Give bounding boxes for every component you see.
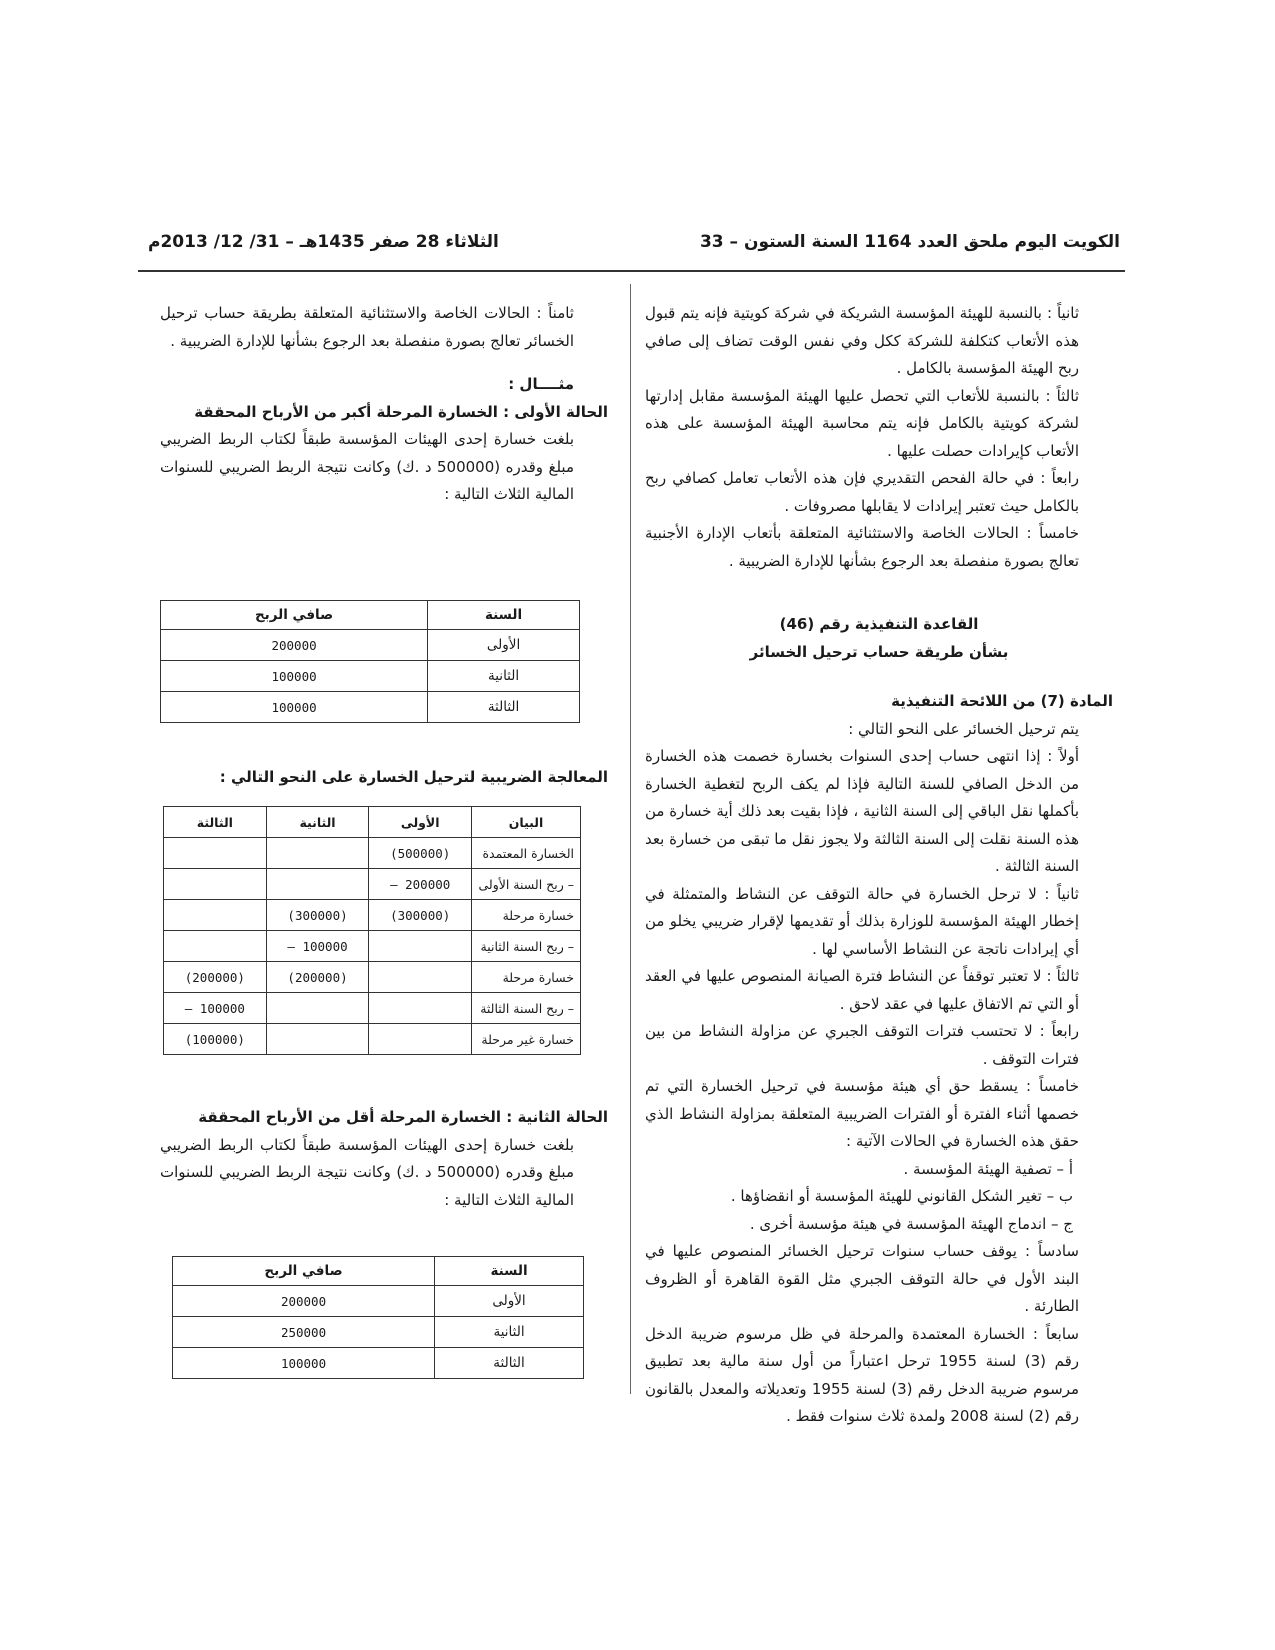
header-rule [138,270,1125,272]
paragraph-fifth: خامساً : الحالات الخاصة والاستثنائية المتعلقة بأتعاب الإدارة الأجنبية تعالج بصورة منفصلة بعد الرجوع بشأنها للإدارة الضريبية . [645,524,1079,570]
clause-sixth: سادساً : يوقف حساب سنوات ترحيل الخسائر المنصوص عليها في البند الأول في حالة التوقف الجبري مثل القوة القاهرة أو الظروف الطارئة . [645,1242,1079,1315]
table-cell [266,869,369,900]
table-cell [266,1024,369,1055]
column-divider [630,284,631,1394]
treatment-heading-block [160,764,608,792]
table-cell: الخسارة المعتمدة [472,838,581,869]
table-row [164,931,581,962]
clause-seventh: سابعاً : الخسارة المعتمدة والمرحلة في ظل مرسوم ضريبة الدخل رقم (3) لسنة 1955 ترحل اعتباراً من أول سنة مالية بعد تطبيق مرسوم ضريبة الدخل رقم (3) لسنة 1955 وتعديلاته والمعدل بالقانون رقم (2) لسنة 2008 ولمدة ثلاث سنوات فقط . [645,1324,1079,1425]
table-cell [164,869,267,900]
table-header-cell: الثالثة [164,807,267,838]
table-cell: 250000 [173,1317,435,1348]
rule-subtitle: بشأن طريقة حساب ترحيل الخسائر [749,642,1009,661]
table-header-cell: البيان [472,807,581,838]
table-header-cell: السنة [435,1257,584,1286]
table-cell [369,931,472,962]
paragraph-third: ثالثاً : بالنسبة للأتعاب التي تحصل عليها الهيئة المؤسسة مقابل إدارتها لشركة كويتية بالكامل فإنه يتم محاسبة الهيئة المؤسسة على هذه الأتعاب كإيرادات حصلت عليها . [645,386,1079,460]
table-row [164,900,581,931]
table-cell: الثالثة [428,692,580,723]
article-intro: يتم ترحيل الخسائر على النحو التالي : [848,719,1079,738]
table-cell: 100000 – [266,931,369,962]
table-row [161,661,580,692]
table-header-row [161,601,580,630]
table-header-cell: صافي الربح [161,601,428,630]
table-cell: الأولى [428,630,580,661]
case2-title: الحالة الثانية : الخسارة المرحلة أقل من الأرباح المحققة [198,1108,608,1126]
clause-fifth-a: أ – تصفية الهيئة المؤسسة . [903,1159,1073,1178]
table-header-cell: الثانية [266,807,369,838]
clause-fifth: خامساً : يسقط حق أي هيئة مؤسسة في ترحيل الخسارة التي تم خصمها أثناء الفترة أو الفترات الضريبية المتعلقة بمزاولة النشاط الذي حقق هذه الخسارة في الحالات الآتية : [645,1077,1079,1150]
running-header-left: الثلاثاء 28 صفر 1435هـ – 31/ 12/ 2013م [148,232,499,252]
table-row [164,962,581,993]
table-header-cell: صافي الربح [173,1257,435,1286]
table-cell: الأولى [435,1286,584,1317]
table-cell [164,900,267,931]
clause-fifth-c: ج – اندماج الهيئة المؤسسة في هيئة مؤسسة أخرى . [749,1214,1073,1233]
table-cell: 200000 [173,1286,435,1317]
table-cell: خسارة مرحلة [472,962,581,993]
case1-title: الحالة الأولى : الخسارة المرحلة أكبر من الأرباح المحققة [194,402,608,421]
table-cell [369,962,472,993]
rule-title: القاعدة التنفيذية رقم (46) [779,615,979,633]
table-cell: 100000 [161,661,428,692]
table-cell: 200000 – [369,869,472,900]
running-header-right: الكويت اليوم ملحق العدد 1164 السنة الستون – 33 [699,232,1120,252]
paragraph-second: ثانياً : بالنسبة للهيئة المؤسسة الشريكة في شركة كويتية فإنه يتم قبول هذه الأتعاب كتكلفة للشركة ككل وفي نفس الوقت تضاف إلى صافي ربح الهيئة المؤسسة بالكامل . [645,304,1079,377]
case2-profit-table [172,1256,584,1379]
clause-fourth: رابعاً : لا تحتسب فترات التوقف الجبري عن مزاولة النشاط من بين فترات التوقف . [645,1022,1079,1068]
clause-eighth: ثامناً : الحالات الخاصة والاستثنائية المتعلقة بطريقة حساب ترحيل الخسائر تعالج بصورة منفصلة بعد الرجوع بشأنها للإدارة الضريبية . [160,304,574,350]
table-cell: الثانية [428,661,580,692]
table-row [173,1286,584,1317]
table-header-cell: السنة [428,601,580,630]
table-cell: 200000 [161,630,428,661]
table-cell: (300000) [369,900,472,931]
table-row [161,630,580,661]
table-cell: (200000) [164,962,267,993]
table-cell [369,1024,472,1055]
table-row [164,838,581,869]
table-cell: (500000) [369,838,472,869]
clause-fifth-b: ب – تغير الشكل القانوني للهيئة المؤسسة أو انقضاؤها . [730,1187,1073,1205]
case1-text: بلغت خسارة إحدى الهيئات المؤسسة طبقاً لكتاب الربط الضريبي مبلغ وقدره (500000 د .ك) وكانت نتيجة الربط الضريبي للسنوات المالية الثلاث التالية : [160,430,574,503]
table-header-row [173,1257,584,1286]
table-cell: 100000 – [164,993,267,1024]
table-cell: 100000 [173,1348,435,1379]
table-row [161,692,580,723]
table-cell: – ربح السنة الأولى [472,869,581,900]
table-header-cell: الأولى [369,807,472,838]
table-cell: خسارة غير مرحلة [472,1024,581,1055]
table-cell: (100000) [164,1024,267,1055]
case2-block [160,1104,608,1214]
paragraph-fourth: رابعاً : في حالة الفحص التقديري فإن هذه الأتعاب تعامل كصافي ربح بالكامل حيث تعتبر إيرادات لا يقابلها مصروفات . [645,469,1079,515]
table-header-row [164,807,581,838]
table-cell: – ربح السنة الثانية [472,931,581,962]
table-cell [266,993,369,1024]
table-cell [369,993,472,1024]
table-row [164,993,581,1024]
clause-third: ثالثاً : لا تعتبر توقفاً عن النشاط فترة الصيانة المنصوص عليها في العقد أو التي تم الاتفاق عليها في عقد لاحق . [645,967,1079,1013]
clause-second: ثانياً : لا ترحل الخسارة في حالة التوقف عن النشاط والمتمثلة في إخطار الهيئة المؤسسة للوزارة بذلك أو تقديمها لإقرار ضريبي يخلو من أي إيرادات ناتجة عن النشاط الأساسي لها . [645,884,1079,958]
case1-profit-table [160,600,580,723]
treatment-heading: المعالجة الضريبية لترحيل الخسارة على النحو التالي : [219,768,608,786]
loss-carryforward-table [163,806,581,1055]
table-row [164,1024,581,1055]
table-cell: خسارة مرحلة [472,900,581,931]
case2-text: بلغت خسارة إحدى الهيئات المؤسسة طبقاً لكتاب الربط الضريبي مبلغ وقدره (500000 د .ك) وكانت نتيجة الربط الضريبي للسنوات المالية الثلاث التالية : [160,1135,574,1209]
table-cell: (300000) [266,900,369,931]
table-cell: 100000 [161,692,428,723]
table-cell: – ربح السنة الثالثة [472,993,581,1024]
table-row [164,869,581,900]
article-heading: المادة (7) من اللائحة التنفيذية [891,692,1113,710]
table-row [173,1317,584,1348]
table-cell: (200000) [266,962,369,993]
table-cell [266,838,369,869]
table-row [173,1348,584,1379]
right-column [645,300,1113,1431]
left-column [160,300,608,509]
table-cell [164,838,267,869]
table-cell: الثانية [435,1317,584,1348]
table-cell [164,931,267,962]
table-cell: الثالثة [435,1348,584,1379]
example-heading: مثــــال : [508,375,574,393]
clause-first: أولاً : إذا انتهى حساب إحدى السنوات بخسارة خصمت هذه الخسارة من الدخل الصافي للسنة التالية فإذا لم يكف الربح لتغطية الخسارة بأكملها نقل الباقي إلى السنة الثانية ، فإذا بقيت بعد ذلك أية خسارة من هذه السنة نقلت إلى السنة الثالثة ولا يجوز نقل ما تبقى من خسارة بعد السنة الثالثة . [645,747,1079,875]
